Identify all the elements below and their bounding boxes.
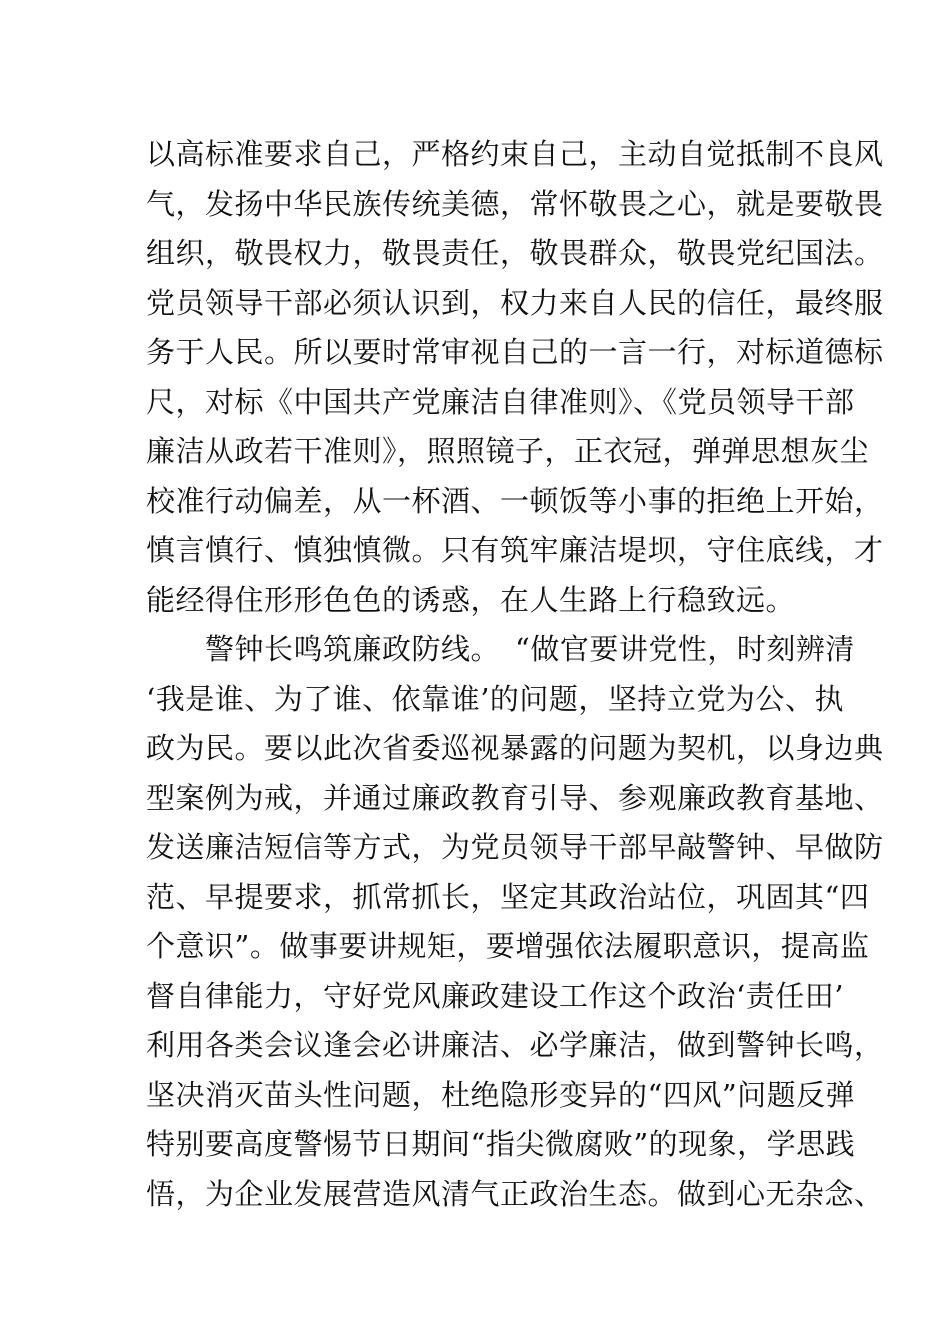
text-line: 坚决消灭苗头性问题，杜绝隐形变异的“四风”问题反弹 — [146, 1077, 856, 1112]
text-line: 督自律能力，守好党风廉政建设工作这个政治‘责任田’ — [146, 978, 844, 1013]
text-line: 尺，对标《中国共产党廉洁自律准则》、《党员领导干部 — [146, 384, 855, 419]
text-line: 型案例为戒，并通过廉政教育引导、参观廉政教育基地、 — [146, 780, 884, 815]
text-line: 务于人民。所以要时常审视自己的一言一行，对标道德标 — [146, 335, 884, 369]
text-line: 范、早提要求，抓常抓长，坚定其政治站位，巩固其“四 — [146, 879, 870, 914]
text-line: 政为民。要以此次省委巡视暴露的问题为契机，以身边典 — [146, 731, 884, 765]
text-line: 廉洁从政若干准则》，照照镜子，正衣冠，弹弹思想灰尘 — [146, 434, 870, 468]
text-line: 悟，为企业发展营造风清气正政治生态。做到心无杂念、 — [146, 1176, 884, 1211]
text-line: 个意识”。做事要讲规矩，要增强依法履职意识，提高监 — [146, 929, 870, 963]
text-line: 组织，敬畏权力，敬畏责任，敬畏群众，敬畏党纪国法。 — [146, 236, 884, 270]
text-line: 发送廉洁短信等方式，为党员领导干部早敲警钟、早做防 — [146, 830, 884, 864]
text-line: 以高标准要求自己，严格约束自己，主动自觉抵制不良风 — [146, 137, 884, 171]
text-line: 特别要高度警惕节日期间“指尖微腐败”的现象，学思践 — [146, 1127, 856, 1161]
paragraph-start-line: 警钟长鸣筑廉政防线。 “做官要讲党性，时刻辨清 — [146, 632, 855, 666]
text-line: 校准行动偏差，从一杯酒、一顿饭等小事的拒绝上开始， — [146, 483, 884, 518]
text-line: 党员领导干部必须认识到，权力来自人民的信任，最终服 — [146, 285, 884, 320]
text-line: 慎言慎行、慎独慎微。只有筑牢廉洁堤坝，守住底线，才 — [146, 533, 884, 567]
body-text — [146, 130, 884, 1219]
text-line: ‘我是谁、为了谁、依靠谁’的问题，坚持立党为公、执 — [146, 681, 844, 716]
text-line: 气，发扬中华民族传统美德，常怀敬畏之心，就是要敬畏 — [146, 186, 884, 221]
text-line: 能经得住形形色色的诱惑，在人生路上行稳致远。 — [146, 582, 796, 617]
text-line: 利用各类会议逢会必讲廉洁、必学廉洁，做到警钟长鸣， — [146, 1028, 884, 1062]
